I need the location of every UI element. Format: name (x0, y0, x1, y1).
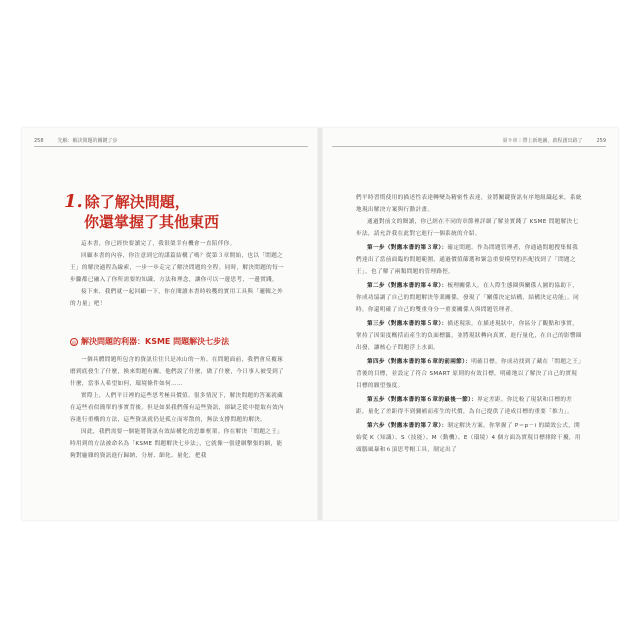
section-text (70, 354, 288, 462)
right-page-number: 259 (596, 138, 606, 144)
right-page (320, 128, 618, 520)
step-1 (356, 242, 582, 278)
step-5 (356, 394, 582, 418)
book-spread (22, 128, 618, 520)
section-paragraph-1: 一個具體問題所包含的資訊往往只是冰山的一角。在問題面前，我們會反覆琢磨到底發生了什麼，換來問題有關，他們說了什麼，做了什麼，今日事人被受到了什麼，當事人希望如何，環境條件如何…… (70, 357, 284, 387)
step-1-label: 第一步（對應本書的第３章）： (367, 245, 448, 251)
left-header-rule (34, 146, 308, 147)
step-3-text: 描述現狀。在描述現狀中，你區分了觀點和事實，掌持了因果度概括而產生的負面標籤，並將現狀轉向真實，進行量化，在自己的影響圈出發，讓核心子問題浮上水面。 (356, 321, 582, 351)
right-running-head (502, 137, 606, 144)
section-paragraph-3: 因此，我們需要一個能將資訊有效結構化的思維框架。你在解決「問題之王」時用到的方法被命名為「KSME 問題解決七步法」，它就像一張建網擊張的網，能夠對龐雜的資訊進行歸納、分層、細化、量化，把我 (70, 429, 284, 459)
right-header-rule (332, 146, 606, 147)
title-line-1: 除了解決問題， (84, 193, 190, 211)
step-3 (356, 318, 582, 354)
right-running-title: 第９章｜帶上新地圖，啟程創出路了 (502, 138, 583, 144)
title-line-2: 你還掌握了其他東西 (84, 213, 220, 231)
section-paragraph-2: 實際上，人們平日裡的這些思考極具價值。很多情況下，解決問題的答案就藏在這些看似簡單的事實背後。但是如果我們僅有這些資訊，卻缺乏從中提取有效內容進行重構的方法，這些資訊就仍是孤立而零散的，無法支撐問題的解決。 (70, 393, 284, 423)
chapter-number: 1. (64, 191, 83, 212)
intro-paragraph-1: 這本書，你已經快要讀完了，我很榮幸有機會一直陪伴你。 (81, 241, 236, 247)
step-6 (356, 420, 582, 456)
right-paragraph-1: 們平時習慣使用的描述性表達轉變為精密性表達，並將關鍵資訊有序地組織起來，系統地現出解決方案與行動計畫。 (356, 195, 582, 213)
right-paragraph-2: 通過對前文的閱讀，你已經在不同的章節裡詳細了解並實踐了 KSME 問題解決七步法，請允許我在此對它進行一個系統的介紹。 (356, 219, 579, 237)
step-2-label: 第二步（對應本書的第４章）： (367, 283, 448, 289)
left-page (22, 128, 320, 520)
step-6-text: 制定解決方案。你掌握了 P＝p－i 的績效公式，開始從 K（知識）、S（技能）、M（動機）、E（環境）4 個方面為實現目標排除干擾，用頭腦風暴和６頂思考帽工具，制定出了 (356, 423, 581, 453)
step-6-label: 第六步（對應本書的第７章）： (367, 423, 448, 429)
chapter-title (64, 192, 219, 232)
step-5-text: 界定差距。你比較了現狀和目標的差距，量化了差距得不到彌補而產生的代價，為自己提供了達成目標的重要「推力」。 (356, 397, 574, 415)
step-3-label: 第三步（對應本書的第５章）： (367, 321, 448, 327)
step-4 (356, 356, 582, 392)
step-5-label: 第五步（對應本書的第６章的最後一節）： (367, 397, 478, 403)
left-running-title: 先解：解決問題的關鍵了步 (57, 138, 118, 144)
intro-text (70, 238, 288, 310)
left-running-head (34, 137, 118, 144)
intro-paragraph-3: 接下來，我們就一起回顧一下，你在閱讀本書時收穫的實用工具與「邏輯之外的力量」吧！ (70, 289, 284, 307)
intro-paragraph-2: 回顧本書的內容，你注意到它的謀篇結構了嗎？從第３章開始，也以「問題之王」的解決過程為線索，一步一步走完了解決問題的全程。同時，解決問題的每一步驟都已融入了你所需要的知識、方法和理念，讓你可以一邊思考，一邊實踐。 (70, 253, 284, 283)
step-2-text: 梳理關係人。在人際生態圈與關係人圖的協助下，你成功協調了自己的問題解決等業關係，發現了「關係決定結構，結構決定功能」。同時，你還明確了自己的雙重身分一重要關係人與問題管理者。 (356, 283, 580, 313)
step-4-text: 明確目標。你成功找到了藏在「問題之王」背後的目標，並設定了符合 SMART 原則的有效目標，明確地以了解決了自己的實現目標的願望強度。 (356, 359, 582, 389)
right-text (356, 192, 582, 456)
step-2 (356, 280, 582, 316)
section-heading (70, 336, 229, 347)
step-1-text: 確定問題。作為問題管理者，你通過問題搜集幫我們達出了當前面臨的問題範圍，通過價值篩選和緊急重要模型的匹配找到了「問題之王」，也了解了兩類問題的管理路徑。 (356, 245, 579, 275)
target-icon: ◎ (71, 339, 77, 346)
section-heading-text: 解決問題的利器：KSME 問題解決七步法 (81, 337, 230, 346)
left-page-number: 258 (34, 138, 44, 144)
step-4-label: 第四步（對應本書的第６章的前兩節）： (367, 359, 472, 365)
